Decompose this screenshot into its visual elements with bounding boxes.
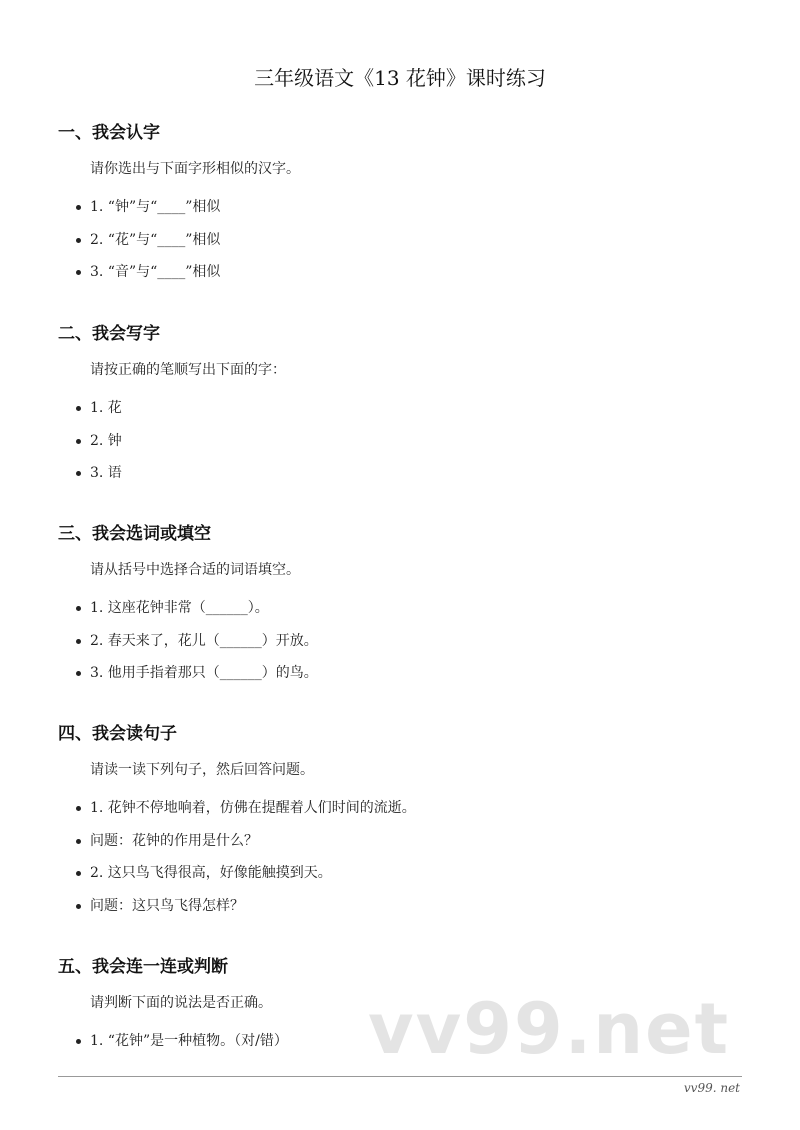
section-instruction: 请判断下面的说法是否正确。 bbox=[90, 995, 272, 1011]
question-list bbox=[58, 1025, 758, 1058]
page-title: 三年级语文《13 花钟》课时练习 bbox=[254, 66, 546, 90]
list-item: 2. 钟 bbox=[58, 425, 758, 458]
section-heading: 五、我会连一连或判断 bbox=[58, 957, 228, 977]
list-item: 3. 语 bbox=[58, 457, 758, 490]
question-list bbox=[58, 592, 758, 690]
list-item: 3. “音”与“____”相似 bbox=[58, 256, 758, 289]
section-recognize bbox=[58, 121, 758, 289]
section-writing bbox=[58, 322, 758, 490]
section-instruction: 请读一读下列句子，然后回答问题。 bbox=[90, 762, 314, 778]
section-judge bbox=[58, 955, 758, 1058]
section-fill-blank bbox=[58, 522, 758, 690]
list-item: 1. “花钟”是一种植物。（对/错） bbox=[58, 1025, 758, 1058]
section-heading: 一、我会认字 bbox=[58, 123, 160, 143]
footer-divider bbox=[58, 1076, 742, 1077]
list-item: 1. 花 bbox=[58, 392, 758, 425]
question-list bbox=[58, 792, 758, 922]
list-item: 1. 花钟不停地响着，仿佛在提醒着人们时间的流逝。 bbox=[58, 792, 758, 825]
list-item: 2. 这只鸟飞得很高，好像能触摸到天。 bbox=[58, 857, 758, 890]
list-item: 1. 这座花钟非常（______）。 bbox=[58, 592, 758, 625]
section-reading bbox=[58, 722, 758, 922]
list-item: 1. “钟”与“____”相似 bbox=[58, 191, 758, 224]
list-item: 问题：这只鸟飞得怎样？ bbox=[58, 890, 758, 923]
section-instruction: 请你选出与下面字形相似的汉字。 bbox=[90, 161, 300, 177]
section-heading: 三、我会选词或填空 bbox=[58, 524, 211, 544]
section-heading: 二、我会写字 bbox=[58, 324, 160, 344]
question-list bbox=[58, 392, 758, 490]
section-instruction: 请从括号中选择合适的词语填空。 bbox=[90, 562, 300, 578]
footer-site: vv99. net bbox=[683, 1081, 740, 1095]
list-item: 2. “花”与“____”相似 bbox=[58, 224, 758, 257]
list-item: 3. 他用手指着那只（______）的鸟。 bbox=[58, 657, 758, 690]
section-instruction: 请按正确的笔顺写出下面的字： bbox=[90, 362, 286, 378]
list-item: 问题：花钟的作用是什么？ bbox=[58, 825, 758, 858]
watermark: vv99.net bbox=[368, 988, 731, 1070]
question-list bbox=[58, 191, 758, 289]
list-item: 2. 春天来了，花儿（______）开放。 bbox=[58, 625, 758, 658]
section-heading: 四、我会读句子 bbox=[58, 724, 177, 744]
